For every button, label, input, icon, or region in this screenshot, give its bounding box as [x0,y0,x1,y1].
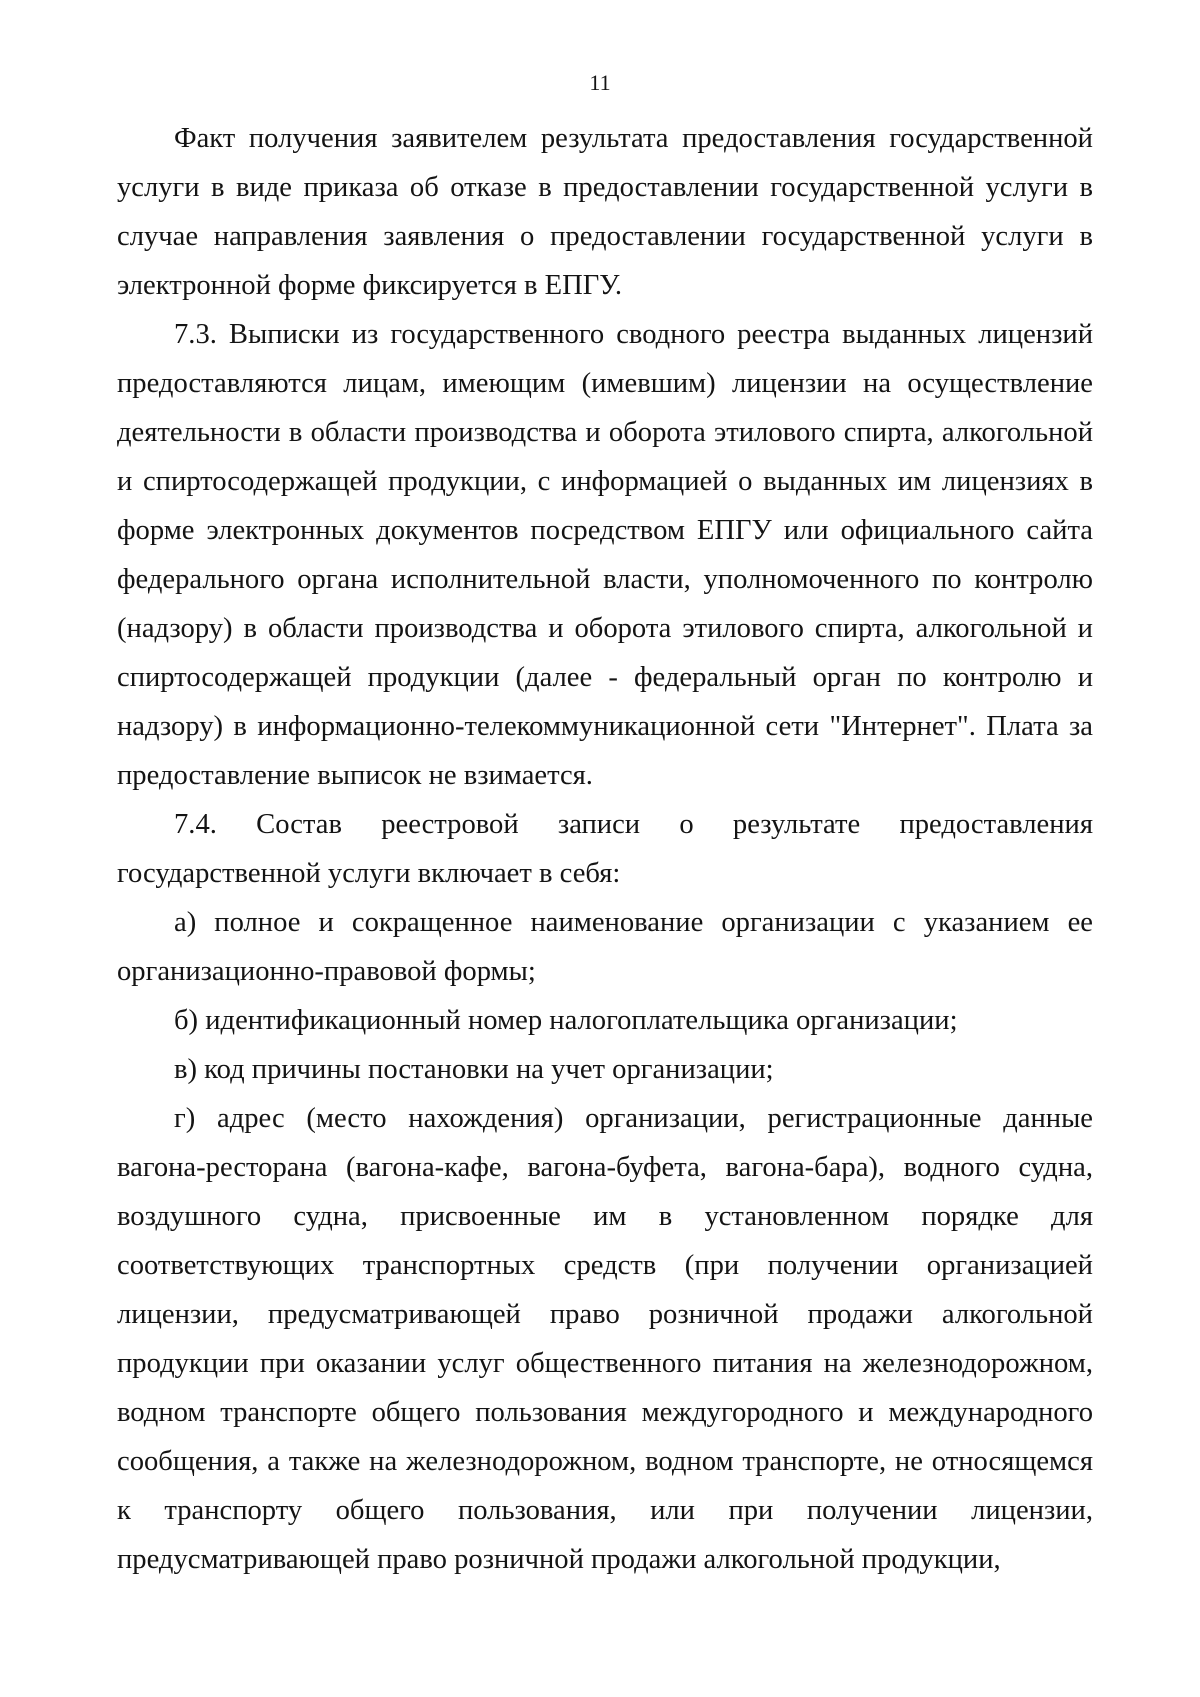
paragraph-fact-of-receipt: Факт получения заявителем результата предоставления государственной услуги в виде приказа об отказе в предоставлении государственной услуги в случае направления заявления о предоставлении государственной услуги в электронной форме фиксируется в ЕПГУ. [117,123,1093,301]
list-item-v: в) код причины постановки на учет организации; [174,1054,774,1085]
paragraph-7-3: 7.3. Выписки из государственного сводного реестра выданных лицензий предоставляются лицам, имеющим (имевшим) лицензии на осуществление деятельности в области производства и оборота этилового спирта, алкогольной и спиртосодержащей продукции, с информацией о выданных им лицензиях в форме электронных документов посредством ЕПГУ или официального сайта федерального органа исполнительной власти, уполномоченного по контролю (надзору) в области производства и оборота этилового спирта, алкогольной и спиртосодержащей продукции (далее - федеральный орган по контролю и надзору) в информационно-телекоммуникационной сети "Интернет". Плата за предоставление выписок не взимается. [117,319,1093,791]
document-body [117,114,1093,1584]
list-item-a: а) полное и сокращенное наименование организации с указанием ее организационно-правовой формы; [117,907,1093,987]
page-number: 11 [589,70,611,95]
list-item-b: б) идентификационный номер налогоплательщика организации; [174,1005,958,1036]
paragraph-7-4: 7.4. Состав реестровой записи о результате предоставления государственной услуги включает в себя: [117,809,1093,889]
list-item-g: г) адрес (место нахождения) организации, регистрационные данные вагона-ресторана (вагона-кафе, вагона-буфета, вагона-бара), водного судна, воздушного судна, присвоенные им в установленном порядке для соответствующих транспортных средств (при получении организацией лицензии, предусматривающей право розничной продажи алкогольной продукции при оказании услуг общественного питания на железнодорожном, водном транспорте общего пользования междугородного и международного сообщения, а также на железнодорожном, водном транспорте, не относящемся к транспорту общего пользования, или при получении лицензии, предусматривающей право розничной продажи алкогольной продукции, [117,1103,1093,1575]
